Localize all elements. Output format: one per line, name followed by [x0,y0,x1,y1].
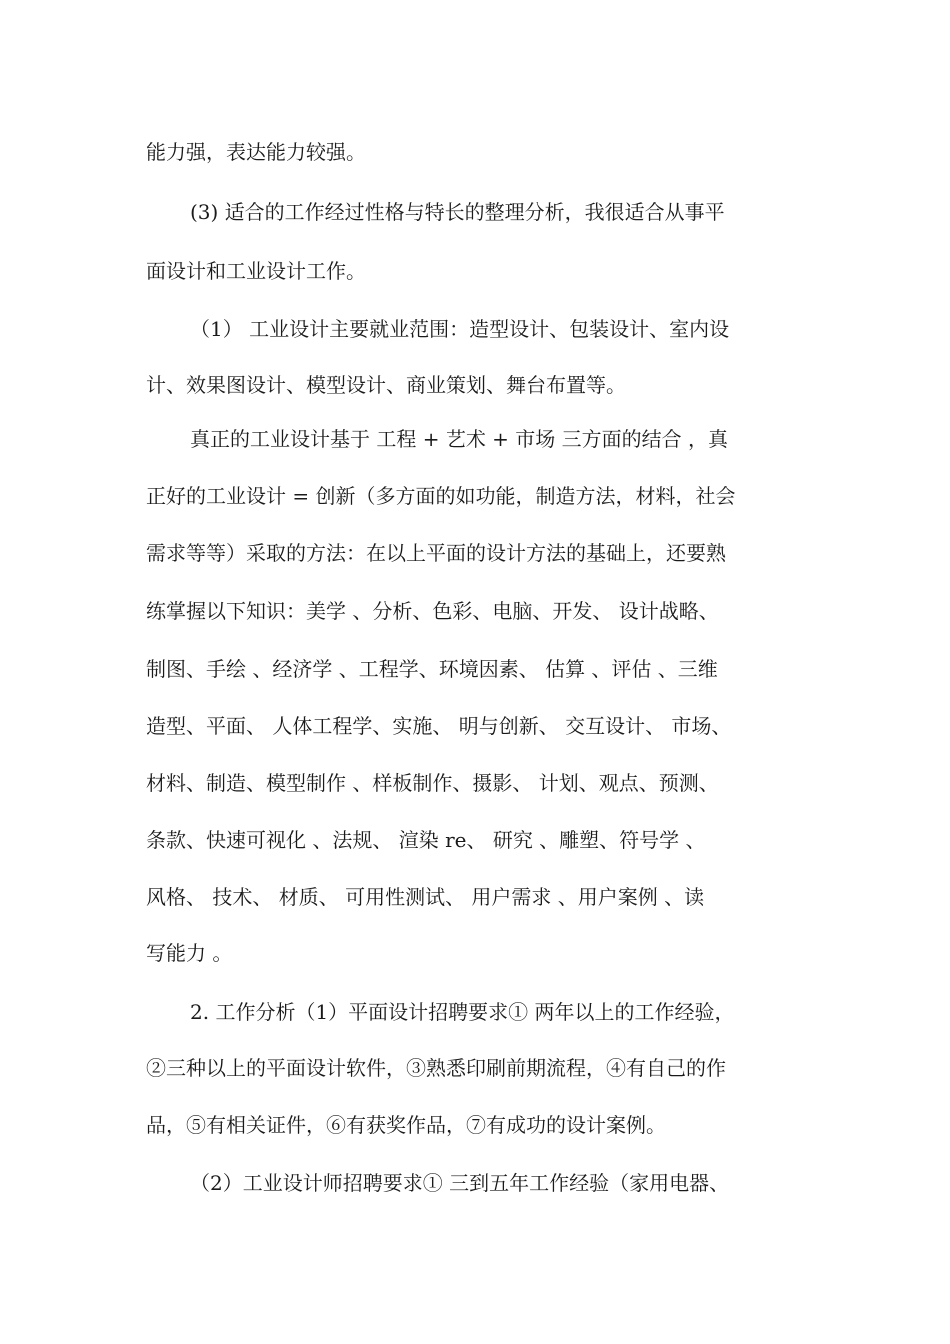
paragraph-job-analysis-line-3: 品，⑤有相关证件，⑥有获奖作品，⑦有成功的设计案例。 [146,1113,666,1137]
paragraph-job-analysis-line-1: 2. 工作分析（1）平面设计招聘要求① 两年以上的工作经验， [190,1000,735,1024]
paragraph-1-line-2: 计、效果图设计、模型设计、商业策划、舞台布置等。 [146,373,626,397]
paragraph-design-line-8: 条款、快速可视化 、法规、 渲染 re、 研究 、雕塑、符号学 、 [146,828,706,852]
paragraph-job-analysis-line-2: ②三种以上的平面设计软件，③熟悉印刷前期流程，④有自己的作 [146,1056,726,1080]
paragraph-design-line-9: 风格、 技术、 材质、 可用性测试、 用户需求 、用户案例 、读 [146,885,705,909]
paragraph-1-line-1: （1） 工业设计主要就业范围：造型设计、包装设计、室内设 [190,317,730,341]
paragraph-design-line-4: 练掌握以下知识：美学 、分析、色彩、电脑、开发、 设计战略、 [146,599,719,623]
paragraph-design-line-10: 写能力 。 [146,941,233,965]
paragraph-design-line-3: 需求等等）采取的方法：在以上平面的设计方法的基础上，还要熟 [146,541,726,565]
text-line: 能力强，表达能力较强。 [146,140,366,164]
paragraph-3-line-1: (3) 适合的工作经过性格与特长的整理分析，我很适合从事平 [190,200,725,224]
paragraph-3-line-2: 面设计和工业设计工作。 [146,259,366,283]
paragraph-design-line-2: 正好的工业设计 = 创新（多方面的如功能，制造方法，材料，社会 [146,484,736,508]
paragraph-design-line-1: 真正的工业设计基于 工程 + 艺术 + 市场 三方面的结合 ，真 [190,427,729,451]
paragraph-design-line-7: 材料、制造、模型制作 、样板制作、摄影、 计划、观点、预测、 [146,771,719,795]
paragraph-design-line-5: 制图、手绘 、经济学 、工程学、环境因素、 估算 、评估 、三维 [146,657,718,681]
paragraph-industrial-requirements-line-1: （2）工业设计师招聘要求① 三到五年工作经验（家用电器、 [190,1171,730,1195]
paragraph-design-line-6: 造型、平面、 人体工程学、实施、 明与创新、 交互设计、 市场、 [146,714,732,738]
